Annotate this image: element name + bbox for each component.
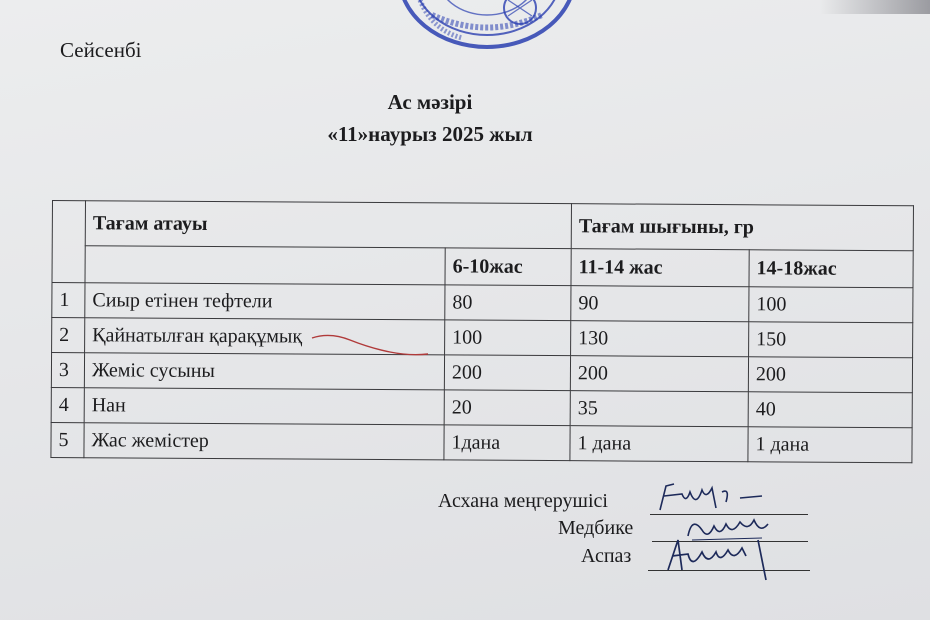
portion-14-18: 100 — [749, 287, 913, 323]
portion-14-18: 40 — [748, 392, 912, 428]
yield-header: Тағам шығыны, гр — [571, 204, 913, 251]
row-number: 1 — [52, 283, 85, 318]
cook-signature — [662, 530, 792, 590]
dish-name: Нан — [84, 388, 444, 425]
age-group-blank-cell — [85, 246, 445, 285]
row-number: 2 — [52, 318, 85, 353]
table-header-row — [52, 201, 913, 251]
portion-6-10: 100 — [445, 320, 571, 356]
portion-11-14: 1 дана — [570, 426, 748, 462]
row-number: 5 — [51, 422, 84, 457]
page-edge-shadow — [820, 0, 930, 14]
dish-name: Сиыр етінен тефтели — [85, 283, 445, 320]
dish-name: Жеміс сусыны — [84, 353, 444, 390]
table-row — [51, 422, 912, 462]
portion-11-14: 90 — [571, 286, 749, 322]
age-group-11-14: 11-14 жас — [571, 249, 749, 287]
menu-title: Ас мәзірі — [387, 90, 473, 114]
dish-name: Жас жемістер — [84, 423, 444, 460]
num-header-cell — [52, 201, 86, 283]
weekday-label: Сейсенбі — [60, 38, 142, 62]
menu-table — [50, 200, 914, 463]
table-row — [52, 283, 913, 323]
portion-11-14: 35 — [570, 391, 748, 427]
table-row — [51, 387, 912, 427]
table-row — [52, 318, 913, 358]
menu-date: «11»наурыз 2025 жыл — [327, 122, 533, 146]
portion-11-14: 200 — [570, 356, 748, 392]
age-group-14-18: 14-18жас — [749, 250, 913, 288]
portion-14-18: 1 дана — [748, 427, 912, 463]
dish-name-header: Тағам атауы — [85, 201, 571, 249]
row-number: 3 — [51, 353, 84, 388]
dish-name: Қайнатылған қарақұмық — [85, 318, 445, 355]
official-stamp — [392, 0, 582, 50]
portion-6-10: 20 — [444, 390, 570, 426]
table-row — [51, 353, 912, 393]
canteen-head-label: Асхана меңгерушісі — [438, 490, 608, 512]
cook-label: Аспаз — [581, 545, 632, 567]
portion-6-10: 200 — [444, 355, 570, 391]
portion-6-10: 1дана — [444, 425, 570, 461]
row-number: 4 — [51, 387, 84, 422]
portion-14-18: 150 — [749, 322, 913, 358]
age-group-6-10: 6-10жас — [445, 248, 571, 286]
red-pen-mark — [310, 330, 430, 360]
nurse-label: Медбике — [558, 517, 634, 539]
portion-11-14: 130 — [571, 321, 749, 357]
age-group-row — [52, 246, 913, 288]
portion-14-18: 200 — [748, 357, 912, 393]
portion-6-10: 80 — [445, 285, 571, 321]
